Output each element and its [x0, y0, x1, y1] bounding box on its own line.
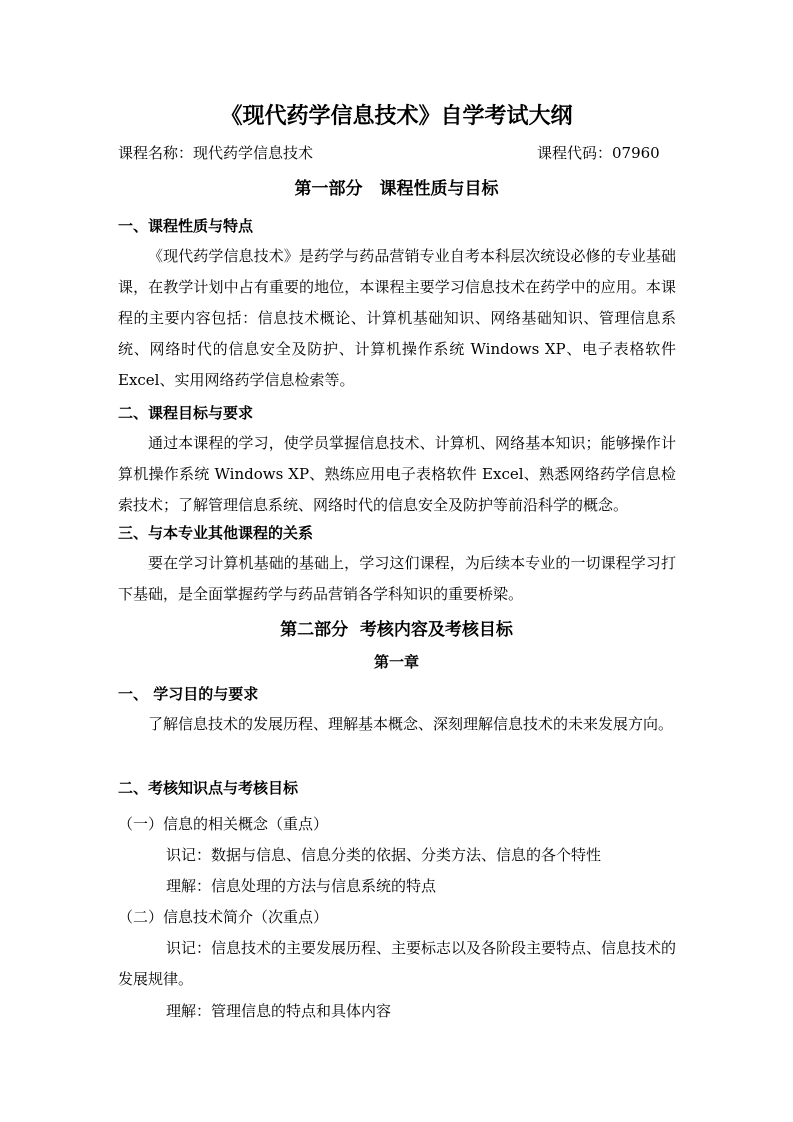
- course-code: 课程代码：07960: [537, 144, 660, 162]
- topic-understand: 理解：管理信息的特点和具体内容: [166, 1002, 392, 1020]
- section-heading: 二、课程目标与要求: [118, 404, 254, 422]
- course-name: 课程名称：现代药学信息技术: [118, 144, 314, 162]
- section-paragraph: 要在学习计算机基础的基础上，学习这们课程，为后续本专业的一切课程学习打下基础，是全面掌握药学与药品营销各学科知识的重要桥梁。: [118, 554, 676, 603]
- topic-recall: 识记：数据与信息、信息分类的依据、分类方法、信息的各个特性: [166, 846, 602, 864]
- section-heading: 三、与本专业其他课程的关系: [118, 524, 314, 542]
- section-heading: 一、课程性质与特点: [118, 217, 254, 235]
- part-one-title: 第一部分 课程性质与目标: [294, 179, 499, 199]
- topic-label: （二）信息技术简介（次重点）: [118, 908, 329, 926]
- part-two-title: 第二部分 考核内容及考核目标: [280, 620, 513, 640]
- topic-understand: 理解：信息处理的方法与信息系统的特点: [166, 877, 437, 895]
- topic-recall: 识记：信息技术的主要发展历程、主要标志以及各阶段主要特点、信息技术的发展规律。: [118, 939, 677, 988]
- section-heading: 二、考核知识点与考核目标: [118, 779, 299, 797]
- section-heading: 一、 学习目的与要求: [118, 685, 259, 703]
- section-paragraph: 《现代药学信息技术》是药学与药品营销专业自考本科层次统设必修的专业基础课，在教学计划中占有重要的地位，本课程主要学习信息技术在药学中的应用。本课程的主要内容包括：信息技术概论、计算机基础知识、网络基础知识、管理信息系统、网络时代的信息安全及防护、计算机操作系统 Windows XP、电子表格软件 Excel、实用网络药学信息检索等。: [118, 247, 676, 389]
- chapter-title: 第一章: [373, 653, 419, 671]
- section-paragraph: 了解信息技术的发展历程、理解基本概念、深刻理解信息技术的未来发展方向。: [148, 715, 674, 733]
- document-title: 《现代药学信息技术》自学考试大纲: [220, 103, 573, 129]
- section-paragraph: 通过本课程的学习，使学员掌握信息技术、计算机、网络基本知识；能够操作计算机操作系统 Windows XP、熟练应用电子表格软件 Excel、熟悉网络药学信息检索技术；了解管理信息系统、网络时代的信息安全及防护等前沿科学的概念。: [118, 434, 676, 514]
- topic-label: （一）信息的相关概念（重点）: [118, 815, 329, 833]
